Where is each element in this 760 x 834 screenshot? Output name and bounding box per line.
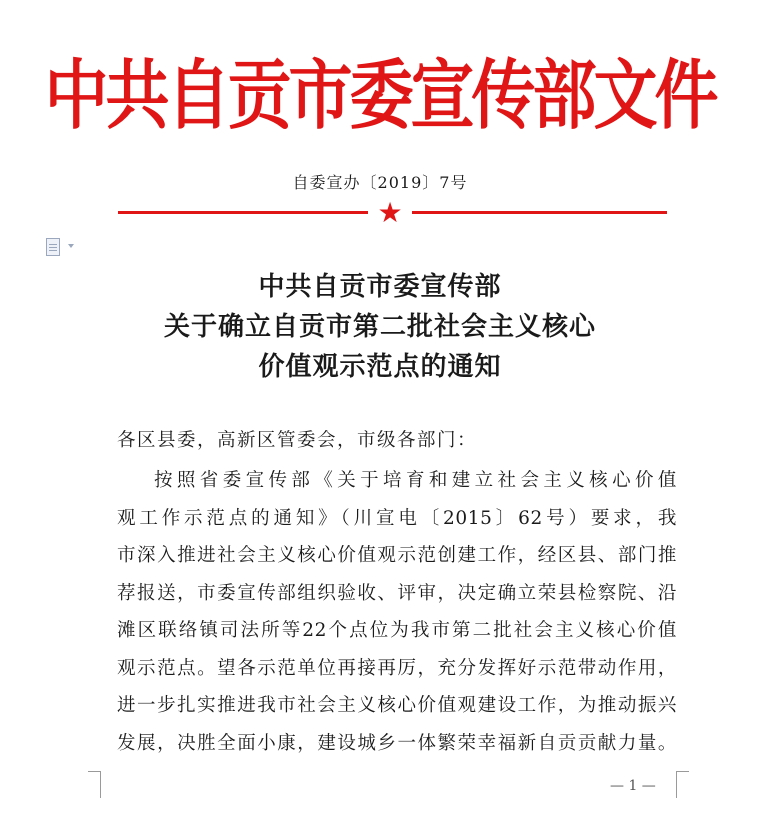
- red-divider-left: [118, 211, 368, 214]
- body-line: 观示范点。望各示范单位再接再厉，充分发挥好示范带动作用，: [117, 657, 677, 679]
- body-paragraph: [117, 462, 677, 762]
- document-icon[interactable]: [46, 238, 60, 256]
- document-number: 自委宣办〔2019〕7号: [292, 173, 468, 192]
- red-divider-right: [412, 211, 667, 214]
- body-line: 观工作示范点的通知》（川宣电〔2015〕62号）要求，我: [117, 507, 677, 529]
- masthead-title: 中共自贡市委宣传部文件: [44, 53, 716, 141]
- page-number: — 1 —: [610, 778, 656, 794]
- notice-title-line-3: 价值观示范点的通知: [258, 352, 502, 382]
- margin-mark: [88, 771, 101, 772]
- margin-mark: [676, 771, 689, 772]
- body-line: 荐报送，市委宣传部组织验收、评审，决定确立荣县检察院、沿: [117, 582, 677, 604]
- margin-mark: [100, 772, 101, 798]
- body-line: 按照省委宣传部《关于培育和建立社会主义核心价值: [154, 470, 677, 491]
- body-line: 滩区联络镇司法所等22个点位为我市第二批社会主义核心价值: [117, 620, 677, 641]
- salutation: 各区县委，高新区管委会，市级各部门：: [117, 430, 478, 451]
- red-star-icon: ★: [377, 196, 403, 229]
- notice-title-line-2: 关于确立自贡市第二批社会主义核心: [163, 312, 596, 342]
- chevron-down-icon[interactable]: [68, 244, 74, 248]
- margin-mark: [676, 772, 677, 798]
- body-line: 进一步扎实推进我市社会主义核心价值观建设工作，为推动振兴: [117, 695, 677, 716]
- notice-title-line-1: 中共自贡市委宣传部: [258, 272, 502, 302]
- body-line: 市深入推进社会主义核心价值观示范创建工作，经区县、部门推: [117, 545, 677, 566]
- body-line: 发展，决胜全面小康，建设城乡一体繁荣幸福新自贡贡献力量。: [117, 732, 677, 754]
